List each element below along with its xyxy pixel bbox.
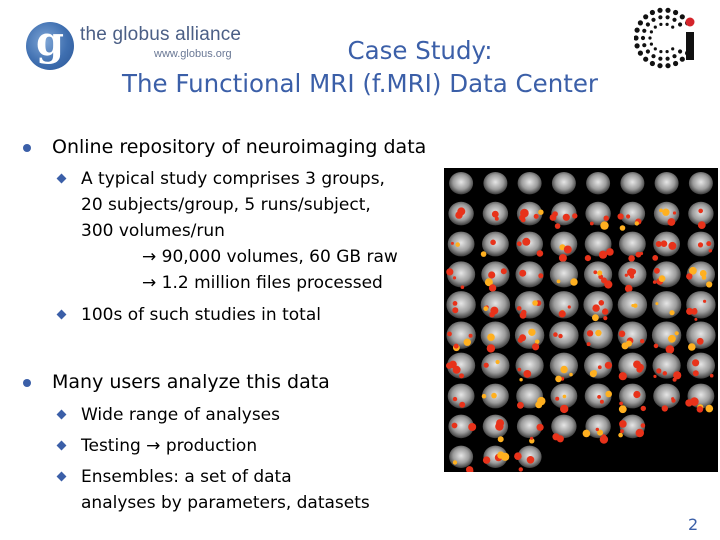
diamond-bullet-icon: [57, 441, 67, 451]
sub-bullet-line: analyses by parameters, datasets: [81, 493, 370, 513]
bullet-2-text: Many users analyze this data: [52, 371, 330, 393]
bullet-dot-icon: [23, 144, 31, 152]
logo-mark-letter: g: [36, 18, 64, 65]
sub-bullet-1-2: [81, 302, 321, 328]
bullet-1: [52, 135, 426, 159]
diamond-bullet-icon: [57, 472, 67, 482]
diamond-bullet-icon: [57, 410, 67, 420]
sub-bullet-line: → 1.2 million files processed: [142, 273, 383, 293]
page-number: 2: [688, 515, 699, 534]
title-line-1: Case Study:: [347, 36, 493, 65]
slide-title: [40, 34, 680, 100]
sub-bullet-line: Testing → production: [81, 436, 258, 456]
sub-bullet-line: → 90,000 volumes, 60 GB raw: [142, 247, 398, 267]
fmri-brain-montage-image: [444, 168, 718, 472]
diamond-bullet-icon: [57, 310, 67, 320]
title-line-2: The Functional MRI (f.MRI) Data Center: [121, 69, 598, 98]
sub-bullet-line: Ensembles: a set of data: [81, 467, 292, 487]
sub-bullet-1-1: [81, 166, 398, 296]
sub-bullet-line: Wide range of analyses: [81, 405, 281, 425]
logo-name: the globus alliance: [80, 24, 242, 45]
sub-bullet-line: 100s of such studies in total: [81, 305, 321, 325]
logo-url: www.globus.org: [154, 48, 232, 60]
sub-bullet-2-3: [81, 464, 370, 516]
diamond-bullet-icon: [57, 174, 67, 184]
sub-bullet-2-2: [81, 433, 257, 459]
sub-bullet-line: 300 volumes/run: [81, 221, 225, 241]
bullet-1-text: Online repository of neuroimaging data: [52, 136, 427, 158]
bullet-dot-icon: [23, 379, 31, 387]
sub-bullet-line: 20 subjects/group, 5 runs/subject,: [81, 195, 371, 215]
bullet-2: [52, 370, 330, 394]
sub-bullet-2-1: [81, 402, 280, 428]
sub-bullet-line: A typical study comprises 3 groups,: [81, 169, 385, 189]
